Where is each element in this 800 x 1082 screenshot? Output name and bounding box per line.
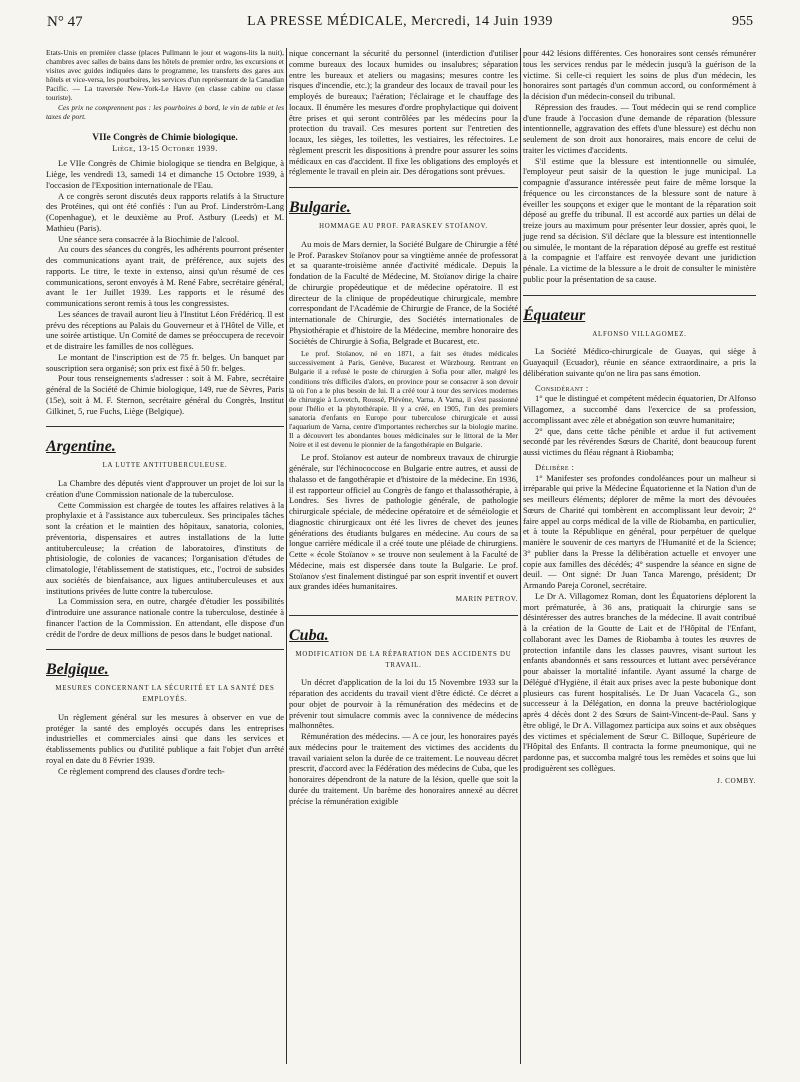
paragraph: A ce congrès seront discutés deux rapports relatifs à la Structure des Protéines, qui ont été confiés : l'un au Prof. Linderström-Lang (Copenhague), et le deuxième au Prof. Astbury (Leeds) et M. Mathieu (Paris).: [46, 190, 284, 233]
section-subtitle: MODIFICATION DE LA RÉPARATION DES ACCIDENTS DU TRAVAIL.: [295, 650, 512, 669]
section-title: VIIe Congrès de Chimie biologique.: [92, 132, 238, 143]
country-heading: Bulgarie.: [289, 199, 351, 216]
paragraph: Cette Commission est chargée de toutes les affaires relatives à la prophylaxie et à l'assistance aux tuberculeux. Ses principales tâches sont la création et le maintien des hôpitaux, sanatoria, colonies, préventoria, dispensaires et autres installations de la lutte antituberculeuse; la création de laboratoires, d'instituts de phtisiologie, de colonies de vacances; l'organisation d'études de climatologie, l'établissement de statistiques, etc., l'octroi de subsides aux sociétés de bienfaisance, aux ligues antituberculeuses et aux institutions privées de lutte contre la tuberculose.: [46, 499, 284, 596]
section-subtitle: LA LUTTE ANTITUBERCULEUSE.: [102, 462, 228, 470]
section-subtitle: MESURES CONCERNANT LA SÉCURITÉ ET LA SANTÉ DES EMPLOYÉS.: [55, 685, 275, 703]
signature: J. COMBY.: [716, 776, 756, 785]
paragraph: Etats-Unis en première classe (places Pullmann le jour et wagons-lits la nuit), chambres avec salles de bains dans les hôtels de premier ordre, les excursions et visites avec guides indiquées dans le programme, les transferts des gares aux hôtels et vice-versa, les pourboires, les services d'un représentant de la Canadian Pacific. — La traversée New-York-Le Havre (en classe cabine ou classe touriste).: [46, 48, 284, 103]
paragraph: Le prof. Stoïanov est auteur de nombreux travaux de chirurgie générale, sur l'échinococcose en Bulgarie entre autres, et aussi de thalasso et de fangothérapie et d'histoire de la médecine. En 1936, il est rapporteur officiel au Congrès de fango et thalassothérapie, à Londres. Ses livres de pathologie générale, de pathologie chirurgicale spéciale, de médecine opératoire et de séméiologie et diagnostic chirurgicaux ont été les livres de chevet des jeunes générations des étudiants bulgares en médecine. Au cours de sa longue carrière médicale il a créé toute une pléiade de chirurgiens. Cette « école Stoïanov » se trouve non seulement à la Faculté de Médecine, mais est dispersée dans toute la Bulgarie. Le prof. Stoïanov s'est finalement distingué par son esprit inventif et ouvert aux grandes idées humanitaires.: [289, 452, 518, 592]
paragraph: Les séances de travail auront lieu à l'Institut Léon Frédéricq. Il est prévu des réceptions au Palais du Gouverneur et à l'Hôtel de Ville, et une soirée artistique. Un Comité de dames se préoccupera de recevoir et de distraire les familles de nos collègues.: [46, 308, 284, 351]
paragraph: Le Dr A. Villagomez Roman, dont les Équatoriens déplorent la mort prématurée, à 36 ans, pratiquait la chirurgie sans se désintéresser des autres branches de la médecine. Il avait contribué à la création de la Goutte de Lait et de l'Hôpital de l'Enfant, collaborant avec les Dames de Riobamba à toutes les œuvres de protection infantile dans les classes pauvres, visant surtout les enfants abandonnés et sans ressources et luttant avec persévérance pour abaisser la mortalité infantile. Ayant assumé la charge de Délégué d'Hygiène, il était aux prises avec la peste bubonique dont plusieurs cas furent hospitalisés. Le Dr Juan Vacacela G., son successeur à la Délégation, en donna la preuve bactériologique après 4 décès dont 2 des Sœurs de Saint-Vincent-de-Paul. Sans y être obligé, le Dr A. Villagomez participa aux soins et aux obsèques des victimes et spécialement de Sœur C. Billoque, Supérieure de l'Hôpital des Enfants. Il contracta la forme pneumonique, qui ne pardonne pas, et succomba malgré tous les remèdes et soins que lui prodiguèrent ses collègues.: [523, 590, 756, 773]
section-subtitle: Liège, 13-15 Octobre 1939.: [112, 143, 218, 153]
column-2: [289, 48, 518, 806]
section-rule: [289, 187, 518, 188]
paragraph: Le montant de l'inscription est de 75 fr. belges. Un banquet par souscription sera organisé; son prix est fixé à 50 fr. belges.: [46, 351, 284, 373]
section-subtitle: ALFONSO VILLAGOMEZ.: [592, 330, 687, 338]
paragraph: S'il estime que la blessure est intentionnelle ou simulée, l'employeur peut saisir de la question le juge municipal. La compagnie d'assurance intéressée peut faire de même lorsque la fréquence ou les circonstances de la blessure sont de nature à éveiller les soupçons et exiger que le montant de la réparation soit déposé au greffe du tribunal. Il est accordé aux parties un délai de treize jours au maximum pour présenter leur dossier, après quoi, le juge rend sa décision. S'il déclare que la blessure est intentionnelle ou simulée, le montant de la réparation déposé au greffe est restitué à la compagnie et l'affaire est renvoyée devant une juridiction pénale. La victime de la blessure a le droit de consulter le ministère public pour la présentation de sa cause.: [523, 155, 756, 284]
paragraph: 2° que, dans cette tâche pénible et ardue il fut activement secondé par les révérendes Sœurs de Charité, dont beaucoup furent aussi victimes du fléau régnant à Riobamba;: [523, 425, 756, 457]
country-heading: Cuba.: [289, 626, 329, 644]
paragraph: pour 442 lésions différentes. Ces honoraires sont censés rémunérer tous les services rendus par le médecin jusqu'à la guérison de la victime. Si celle-ci requiert les soins de plus d'un médecin, les honoraires sont partagés d'un commun accord, ou conformément à la décision d'un médecin-conseil du tribunal.: [523, 48, 756, 101]
column-1: [46, 48, 284, 776]
section-rule: [46, 649, 284, 650]
paragraph: Délibère :: [535, 461, 575, 472]
paragraph: La Chambre des députés vient d'approuver un projet de loi sur la création d'une Commission nationale de la tuberculose.: [46, 478, 284, 499]
paragraph: Ce règlement comprend des clauses d'ordre tech-: [58, 765, 225, 776]
page-number: 955: [732, 14, 753, 29]
country-heading: Équateur: [523, 306, 586, 324]
signature: MARIN PETROV.: [455, 595, 518, 604]
paragraph: Rémunération des médecins. — A ce jour, les honoraires payés aux médecins pour le traitement des victimes des accidents du travail variaient selon la durée de ce traitement. Le nouveau décret prescrit, d'accord avec la Fédération des médecins de Cuba, que les honoraires dépendront de la nature de la lésion, quelle que soit la durée du traitement. Un barème des honoraires annexé au décret précise la rémunération exigible: [289, 731, 518, 806]
paragraph: La Société Médico-chirurgicale de Guayas, qui siège à Guayaquil (Ecuador), réunie en séance extraordinaire, a pris la délibération suivante qu'on ne lira pas sans émotion.: [523, 346, 756, 378]
paragraph: Le prof. Stoïanov, né en 1871, a fait ses études médicales successivement à Paris, Genève, Bucarest et Würzbourg. Rentrant en Bulgarie il a refusé le poste de chirurgien à Sofia pour aller, malgré les conditions très difficiles d'alors, en province pour se consacrer à son devoir là où l'on a le plus besoin de lui. Il a créé tour à tour des services modernes de chirurgie à Lovetch, Roussé, Plévène, Varna. A Varna, il s'est passionné pour l'hélio et la phytothérapie. Il y a créé, en 1905, l'un des premiers sanatoria d'enfants en Europe pour tuberculose chirurgicale et aussi l'aquarium de Varna, centre d'importantes recherches sur la biologie marine. Il a découvert les abondantes boues médicinales sur le littoral de la Mer Noire et il est devenu le pionnier de la fangothérapie en Bulgarie.: [289, 349, 518, 450]
column-divider: [520, 48, 521, 1064]
paragraph: La Commission sera, en outre, chargée d'étudier les possibilités d'introduire une assurance nationale contre la tuberculose, destinée à financer l'action de la Commission. En attendant, elle dispose d'un crédit de l'ordre de deux millions de pesos dans le budget national.: [46, 596, 284, 639]
paragraph: Pour tous renseignements s'adresser : soit à M. Fabre, secrétaire général de la Société de Chimie biologique, 149, rue de Sèvres, Paris (15e), soit à M. F. Sternon, secrétaire général du Congrès, Institut Gilkinet, 5, rue Fuchs, Liège (Belgique).: [46, 373, 284, 416]
paragraph: Au mois de Mars dernier, la Société Bulgare de Chirurgie a fêté le Prof. Paraskev Stoïanov pour sa vingtième année de professorat et sa quarante-troisième année d'activité médicale. Depuis la fondation de la Faculté de Médecine, M. Stoïanov dirige la chaire de chirurgie propédeutique et de médecine opératoire. Il est directeur de la clinique de propédeutique chirurgicale, membre correspondant de l'Académie de Chirurgie de France, de la Société internationale de Chirurgie, des Sociétés internationales de Physiothérapie et d'histoire de la Médecine, membre honoraire des Sociétés de Chirurgie à Sofia, Belgrade et Bucarest, etc.: [289, 238, 518, 346]
page-header: [0, 0, 800, 40]
paragraph: nique concernant la sécurité du personnel (interdiction d'utiliser comme bureaux des locaux humides ou insalubres; séparation entre les bureaux et ateliers ou magasins; mesures contre les risques d'incendie, etc.); la grandeur des locaux de travail pour les employés de bureaux; l'aération; l'éclairage et le chauffage des locaux. Il énumère les mesures d'ordre prophylactique qui doivent être prises et qui seront contrôlées par les médecins pour la protection du travail. Ces mesures portent sur l'entretien des locaux, les sièges, les toilettes, les vestiaires, les réfectoires. Le règlement prescrit les dispositions à prendre pour assurer les soins médicaux en cas d'accident. Il fixe les obligations des employés et réglemente le travail en plein air. Des dérogations sont prévues.: [289, 48, 518, 177]
paragraph: 1° Manifester ses profondes condoléances pour un malheur si irréparable qui prive la Médecine Équatorienne et la Nation d'un de ses meilleurs éléments; déplorer de même la mort des dévouées Sœurs de Charité qui tombèrent en accomplissant leur devoir; 2° faire appel au corps médical de la ville de Riobamba, en particulier, et à toute la République en général, pour perpétuer de quelque manière le souvenir de ces martyrs de l'Humanité et de la Science; 3° publier dans la Presse la délibération actuelle et envoyer une copie aux familles des décédés; 4° suspendre la séance en signe de deuil. — Ont signé: Dr Juan Tanca Marengo, président; Dr Armando Pareja Coronel, secrétaire.: [523, 472, 756, 590]
issue-number: N° 47: [47, 14, 83, 30]
section-rule: [523, 295, 756, 296]
paragraph: Une séance sera consacrée à la Biochimie de l'alcool.: [58, 233, 240, 244]
country-heading: Argentine.: [46, 438, 116, 456]
paragraph: Un règlement général sur les mesures à observer en vue de protéger la santé des employés occupés dans les entreprises industrielles et commerciales ainsi que dans les services et établissements publics ou d'utilité publique a fait l'objet d'un arrêté royal en date du 8 Février 1939.: [46, 711, 284, 765]
paragraph: Considérant :: [535, 382, 589, 393]
country-heading: Belgique.: [46, 661, 109, 679]
column-3: [523, 48, 756, 786]
paragraph: Au cours des séances du congrès, les adhérents pourront présenter des communications ayant trait, de préférence, aux sujets des rapports. Le titre, le texte in extenso, ainsi qu'un résumé de ces communications, seront envoyés à M. René Fabre, secrétaire général, avant le 1er Juillet 1939. Les rapports et le résumé des communications seront remis à tous les congressistes.: [46, 244, 284, 308]
paragraph: Ces prix ne comprennent pas : les pourboires à bord, le vin de table et les taxes de port.: [46, 102, 284, 121]
paragraph: Répression des fraudes. — Tout médecin qui se rend complice d'une fraude à l'occasion d'une demande de réparation (blessure intentionnelle, aggravation des effets d'une blessure) est déchu non seulement de son droit aux honoraires, mais encore de celui de traiter les victimes d'accidents.: [523, 101, 756, 155]
paragraph: Le VIIe Congrès de Chimie biologique se tiendra en Belgique, à Liège, les vendredi 13, samedi 14 et dimanche 15 Octobre 1939, à l'occasion de l'Exposition internationale de l'Eau.: [46, 158, 284, 190]
section-subtitle: HOMMAGE AU PROF. PARASKEV STOÏANOV.: [319, 223, 488, 230]
section-rule: [289, 615, 518, 616]
journal-title: LA PRESSE MÉDICALE, Mercredi, 14 Juin 1939: [247, 14, 553, 29]
paragraph: 1° que le distingué et compétent médecin équatorien, Dr Alfonso Villagomez, a succombé dans l'exercice de sa profession, accomplissant avec zèle et abnégation son œuvre humanitaire;: [523, 393, 756, 425]
column-divider: [286, 48, 287, 1064]
section-rule: [46, 426, 284, 427]
paragraph: Un décret d'application de la loi du 15 Novembre 1933 sur la réparation des accidents du travail vient d'être édicté. Ce décret a pour objet de pourvoir à la rémunération des médecins et de prévenir tout simulacre commis avec la connivence de médecins malhonnêtes.: [289, 677, 518, 731]
